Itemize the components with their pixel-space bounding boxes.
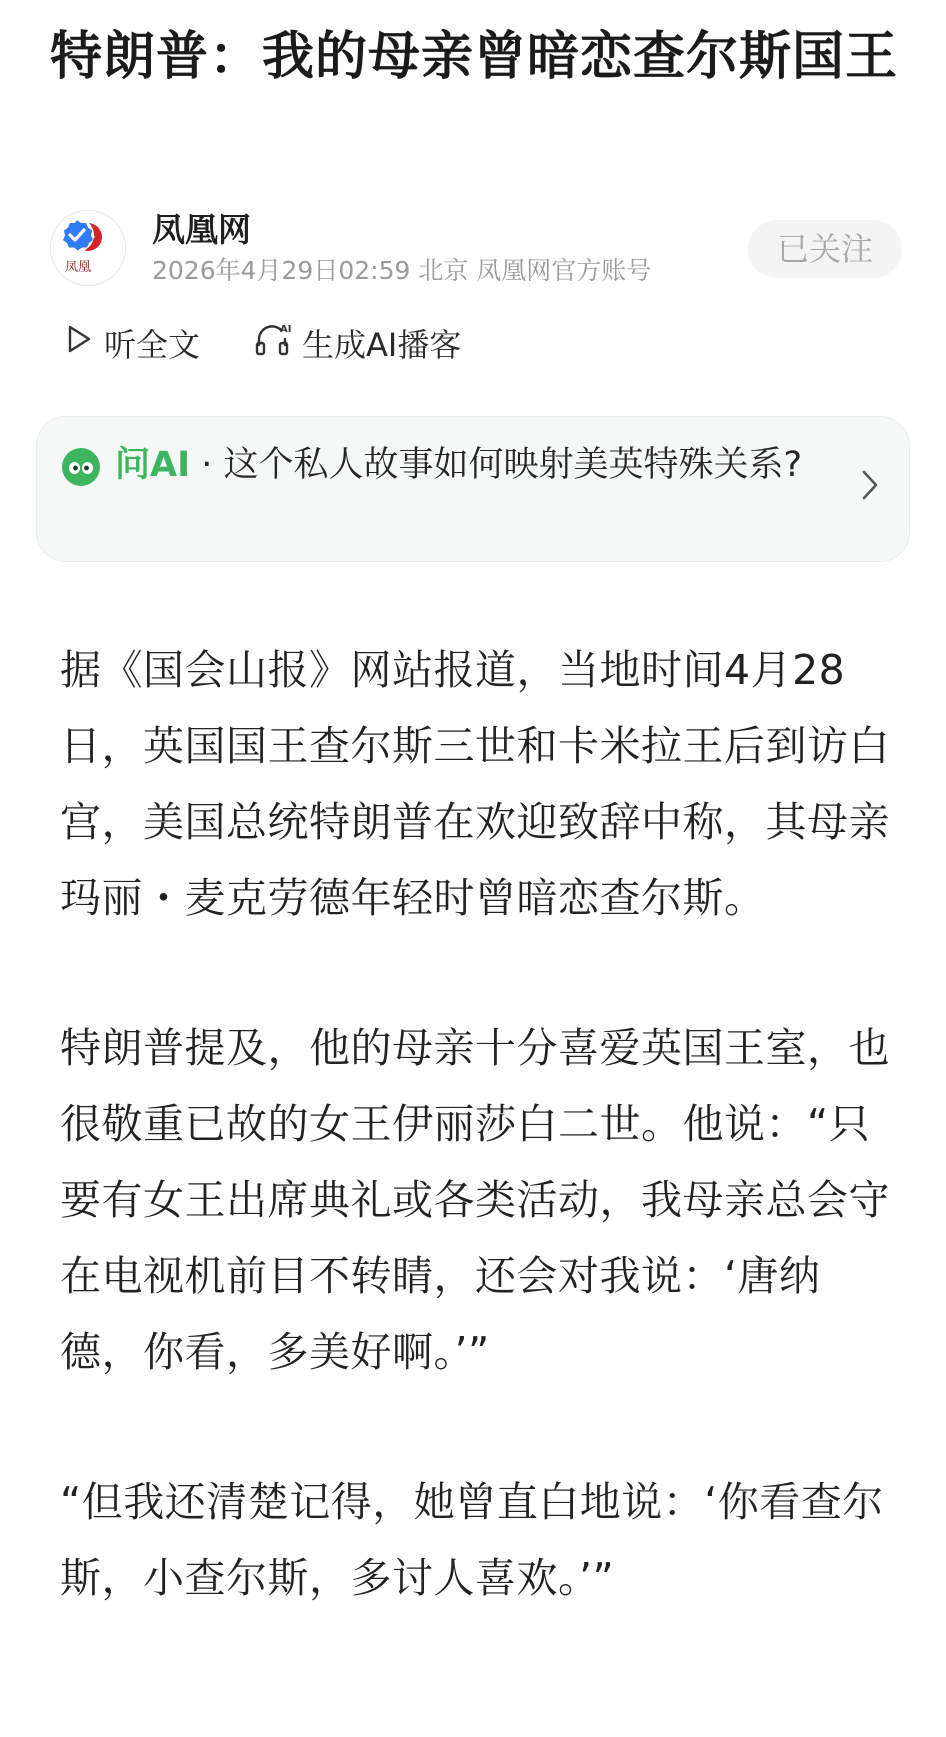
listen-full-button[interactable] [66, 318, 200, 368]
chevron-right-icon [861, 469, 879, 501]
publish-meta: 2026年4月29日02:59 北京 凤凰网官方账号 [152, 256, 652, 285]
article-title: 特朗普：我的母亲曾暗恋查尔斯国王 [50, 27, 899, 87]
ask-ai-question-text: 这个私人故事如何映射美英特殊关系? [223, 445, 803, 485]
ask-ai-question [115, 439, 835, 491]
generate-podcast-label: 生成AI播客 [302, 326, 462, 364]
generate-podcast-button[interactable] [254, 318, 461, 368]
ask-ai-brand: 问AI [115, 445, 191, 485]
headphones-ai-icon [254, 321, 290, 365]
avatar-logo-text: 凤凰 [65, 260, 92, 275]
article-actions [66, 318, 766, 368]
verified-badge-icon [59, 217, 95, 253]
author-avatar[interactable] [50, 210, 126, 286]
svg-text:AI: AI [280, 324, 292, 335]
article-paragraph: 据《国会山报》网站报道，当地时间4月28日，英国国王查尔斯三世和卡米拉王后到访白宫，美国总统特朗普在欢迎致辞中称，其母亲玛丽・麦克劳德年轻时曾暗恋查尔斯。 [60, 646, 890, 922]
ask-ai-logo-icon [61, 447, 101, 487]
author-row [50, 208, 900, 288]
article-paragraph: “但我还清楚记得，她曾直白地说：‘你看查尔斯，小查尔斯，多讨人喜欢。’” [60, 1478, 884, 1602]
play-outline-icon [66, 324, 92, 362]
article-paragraph: 特朗普提及，他的母亲十分喜爱英国王室，也很敬重已故的女王伊丽莎白二世。他说：“只要有女王出席典礼或各类活动，我母亲总会守在电视机前目不转睛，还会对我说：‘唐纳德，你看，多美好啊。’” [60, 1024, 890, 1376]
author-name[interactable]: 凤凰网 [152, 210, 251, 249]
ask-ai-separator: · [190, 445, 224, 485]
ask-ai-card[interactable] [36, 416, 910, 562]
article-body [60, 632, 900, 1690]
follow-button[interactable]: 已关注 [748, 220, 902, 278]
listen-full-label: 听全文 [104, 326, 201, 364]
